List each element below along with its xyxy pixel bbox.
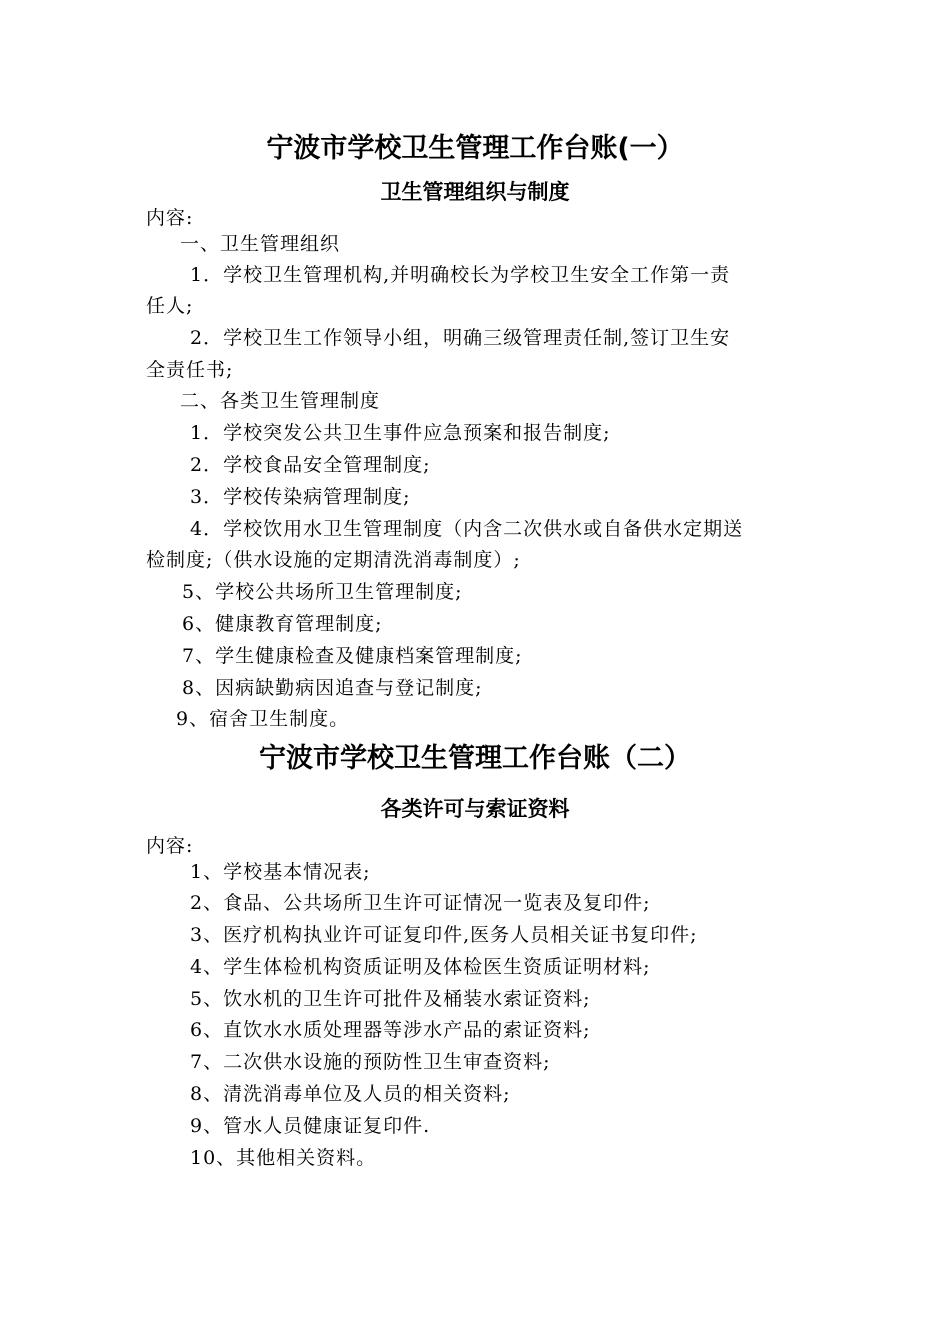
list-item: 5、饮水机的卫生许可批件及桶装水索证资料; [190,988,591,1010]
section1-item-1-1: 1．学校卫生管理机构,并明确校长为学校卫生安全工作第一责 [190,264,731,286]
section1-heading-rules: 二、各类卫生管理制度 [180,390,381,412]
section1-item-2-2: 2．学校食品安全管理制度; [190,454,431,476]
section1-item-2-3: 3．学校传染病管理制度; [190,486,411,508]
list-item: 9、管水人员健康证复印件. [190,1115,431,1137]
section1-item-2-5: 5、学校公共场所卫生管理制度; [182,581,463,603]
list-item: 10、其他相关资料。 [190,1147,377,1169]
section1-item-2-8: 8、因病缺勤病因追查与登记制度; [182,677,483,699]
section1-title: 宁波市学校卫生管理工作台账(一） [266,133,684,164]
section1-content-label: 内容: [146,207,194,229]
list-item: 4、学生体检机构资质证明及体检医生资质证明材料; [190,956,651,978]
list-item: 2、食品、公共场所卫生许可证情况一览表及复印件; [190,892,651,914]
section2-title: 宁波市学校卫生管理工作台账（二） [259,743,691,774]
list-item: 7、二次供水设施的预防性卫生审查资料; [190,1051,551,1073]
section1-subtitle: 卫生管理组织与制度 [380,180,570,204]
list-item: 3、医疗机构执业许可证复印件,医务人员相关证书复印件; [190,924,698,946]
section2-content-label: 内容: [146,835,194,857]
section1-item-2-7: 7、学生健康检查及健康档案管理制度; [182,645,523,667]
section1-item-2-6: 6、健康教育管理制度; [182,613,383,635]
section1-item-2-1: 1．学校突发公共卫生事件应急预案和报告制度; [190,422,611,444]
section1-item-2-4: 4．学校饮用水卫生管理制度（内含二次供水或自备供水定期送 [190,518,744,540]
list-item: 6、直饮水水质处理器等涉水产品的索证资料; [190,1019,591,1041]
section1-heading-organization: 一、卫生管理组织 [180,233,341,255]
section1-item-2-9: 9、宿舍卫生制度。 [176,708,350,730]
section1-item-1-2-cont: 全责任书; [146,359,234,381]
section1-item-1-1-cont: 任人; [146,295,194,317]
section1-item-1-2: 2．学校卫生工作领导小组，明确三级管理责任制,签订卫生安 [190,327,731,349]
section2-subtitle: 各类许可与索证资料 [380,797,570,821]
list-item: 1、学校基本情况表; [190,861,371,883]
section1-item-2-4-cont: 检制度;（供水设施的定期清洗消毒制度）; [146,549,521,571]
list-item: 8、清洗消毒单位及人员的相关资料; [190,1083,511,1105]
